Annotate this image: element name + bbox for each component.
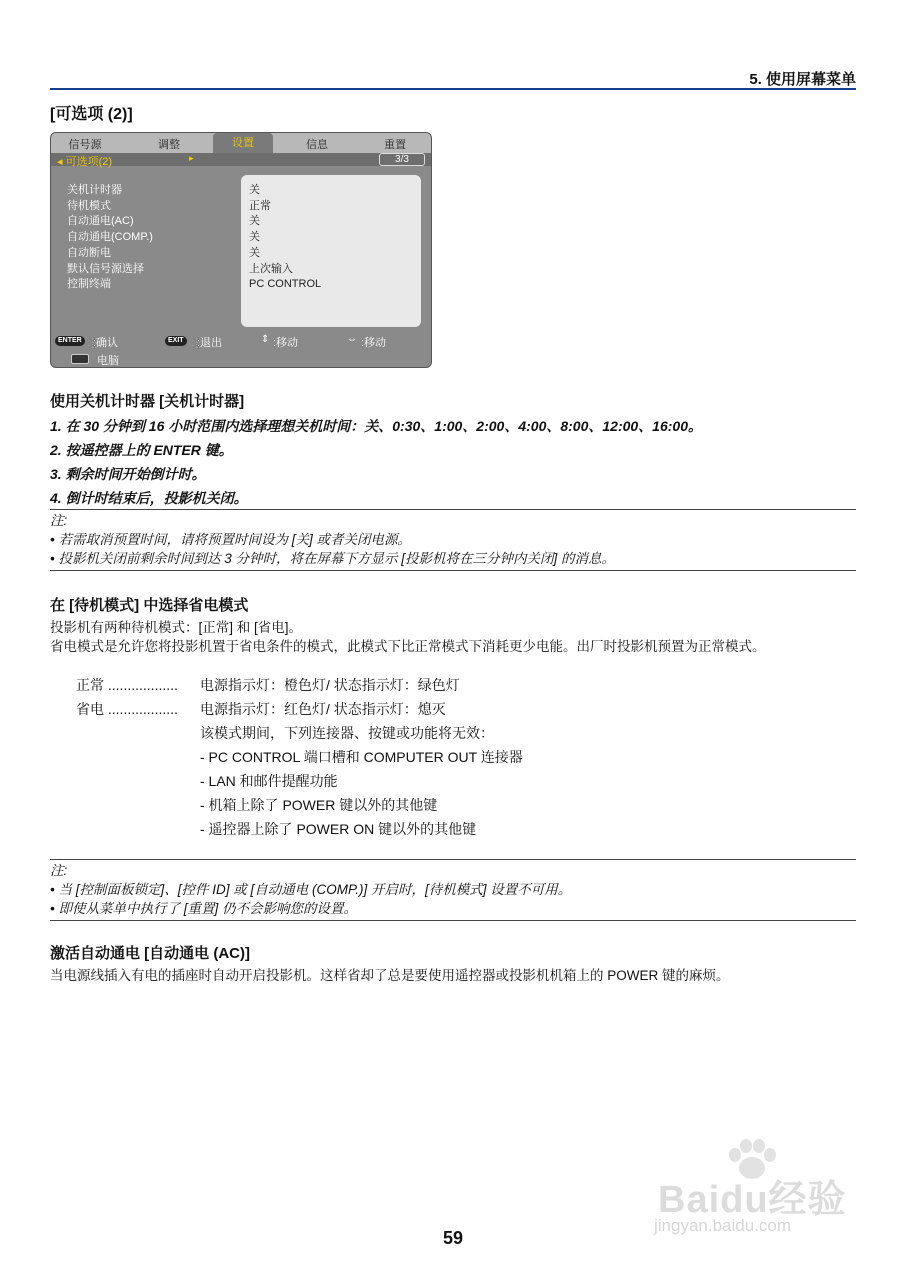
- exit-key-icon: EXIT: [165, 336, 187, 346]
- osd-item-standby-mode[interactable]: 待机模式: [67, 199, 111, 212]
- osd-item-auto-power-on-comp[interactable]: 自动通电(COMP.): [67, 231, 153, 244]
- watermark-logo: Baidu经验: [658, 1179, 847, 1221]
- off-timer-step-4: 4. 倒计时结束后，投影机关闭。: [50, 490, 248, 506]
- computer-icon: [71, 354, 89, 364]
- osd-tab-bar: [51, 133, 431, 153]
- eco-detail-2: - LAN 和邮件提醒功能: [200, 773, 338, 789]
- eco-detail-intro: 该模式期间，下列连接器、按键或功能将无效：: [200, 725, 494, 741]
- osd-subtab-bar: [51, 153, 431, 166]
- auto-power-on-title: 激活自动通电 [自动通电 (AC)]: [50, 945, 250, 962]
- off-timer-step-1: 1. 在 30 分钟到 16 小时范围内选择理想关机时间：关、0:30、1:00、2:00、4:00、8:00、12:00、16:00。: [50, 418, 702, 434]
- osd-value-off-timer: 关: [249, 184, 260, 196]
- osd-tab-info[interactable]: 信息: [306, 139, 328, 151]
- chapter-heading: 5. 使用屏幕菜单: [749, 71, 856, 88]
- osd-value-standby-mode: 正常: [249, 199, 271, 212]
- standby-note-2: • 即使从菜单中执行了 [重置] 仍不会影响您的设置。: [50, 901, 357, 916]
- osd-value-auto-power-on-ac: 关: [249, 215, 260, 228]
- baidu-watermark: [648, 1138, 858, 1242]
- osd-menu: [50, 132, 432, 368]
- osd-footer-move-horizontal: :移动: [361, 337, 387, 349]
- osd-tab-adjust[interactable]: 调整: [158, 139, 180, 151]
- standby-note-1: • 当 [控制面板锁定]、[控件 ID] 或 [自动通电 (COMP.)] 开启时，[待机模式] 设置不可用。: [50, 882, 572, 897]
- mode-eco-name: 省电 ..................: [76, 701, 178, 717]
- osd-page-indicator: 3/3: [379, 153, 425, 166]
- note-rule-top: [50, 859, 856, 860]
- section-title: [可选项 (2)]: [50, 106, 133, 123]
- osd-value-auto-power-on-comp: 关: [249, 231, 260, 244]
- eco-detail-1: - PC CONTROL 端口槽和 COMPUTER OUT 连接器: [200, 749, 523, 765]
- osd-item-off-timer[interactable]: 关机计时器: [67, 184, 122, 196]
- osd-footer: [51, 334, 431, 348]
- mode-normal-name: 正常 ..................: [76, 677, 178, 693]
- standby-intro-2: 省电模式是允许您将投影机置于省电条件的模式，此模式下比正常模式下消耗更少电能。出厂时投影机预置为正常模式。: [50, 639, 766, 654]
- osd-footer-confirm: :确认: [93, 337, 119, 349]
- osd-item-labels: [67, 183, 153, 293]
- off-timer-title: 使用关机计时器 [关机计时器]: [50, 393, 245, 410]
- osd-item-values: [249, 183, 321, 293]
- osd-value-control-terminal: PC CONTROL: [249, 278, 322, 291]
- osd-footer-move-vertical: :移动: [273, 337, 299, 349]
- osd-item-auto-power-off[interactable]: 自动断电: [67, 246, 111, 259]
- osd-subtab-label[interactable]: ◂ 可选项(2): [57, 156, 113, 168]
- off-timer-note-1: • 若需取消预置时间，请将预置时间设为 [关] 或者关闭电源。: [50, 532, 411, 547]
- note-rule-bottom: [50, 570, 856, 571]
- note-rule-bottom: [50, 920, 856, 921]
- osd-source-bar: [51, 350, 431, 367]
- osd-value-default-source: 上次输入: [249, 262, 293, 275]
- osd-tab-setup[interactable]: 设置: [213, 133, 273, 153]
- off-timer-note-2: • 投影机关闭前剩余时间到达 3 分钟时，将在屏幕下方显示 [投影机将在三分钟内关闭] 的消息。: [50, 551, 615, 566]
- mode-normal-desc: 电源指示灯：橙色灯/ 状态指示灯：绿色灯: [200, 677, 460, 693]
- up-down-icon: ⇕: [261, 334, 270, 345]
- standby-note-label: 注:: [50, 863, 68, 878]
- off-timer-note-label: 注:: [50, 513, 68, 528]
- page-number: 59: [442, 1228, 464, 1248]
- watermark-url: jingyan.baidu.com: [654, 1216, 792, 1235]
- osd-item-auto-power-on-ac[interactable]: 自动通电(AC): [67, 215, 134, 228]
- auto-power-on-text: 当电源线插入有电的插座时自动开启投影机。这样省却了总是要使用遥控器或投影机机箱上的 POWER 键的麻烦。: [50, 968, 730, 983]
- osd-item-control-terminal[interactable]: 控制终端: [67, 278, 111, 291]
- off-timer-step-3: 3. 剩余时间开始倒计时。: [50, 466, 206, 482]
- left-right-icon: ⇔: [347, 334, 357, 345]
- eco-detail-4: - 遥控器上除了 POWER ON 键以外的其他键: [200, 821, 477, 837]
- enter-key-icon: ENTER: [55, 336, 85, 346]
- eco-detail-3: - 机箱上除了 POWER 键以外的其他键: [200, 797, 438, 813]
- osd-item-default-source[interactable]: 默认信号源选择: [67, 262, 144, 275]
- osd-tab-source[interactable]: 信号源: [68, 139, 102, 151]
- standby-intro-1: 投影机有两种待机模式：[正常] 和 [省电]。: [50, 620, 303, 635]
- osd-tab-reset[interactable]: 重置: [384, 139, 406, 151]
- standby-title: 在 [待机模式] 中选择省电模式: [50, 597, 249, 614]
- mode-eco-desc: 电源指示灯：红色灯/ 状态指示灯：熄灭: [200, 701, 446, 717]
- header-rule: [50, 88, 856, 90]
- osd-footer-exit: :退出: [197, 337, 223, 349]
- note-rule-top: [50, 509, 856, 510]
- off-timer-step-2: 2. 按遥控器上的 ENTER 键。: [50, 442, 233, 458]
- osd-value-auto-power-off: 关: [249, 246, 260, 259]
- chevron-right-icon[interactable]: ▸: [189, 153, 194, 163]
- osd-source-name: 电脑: [97, 355, 119, 367]
